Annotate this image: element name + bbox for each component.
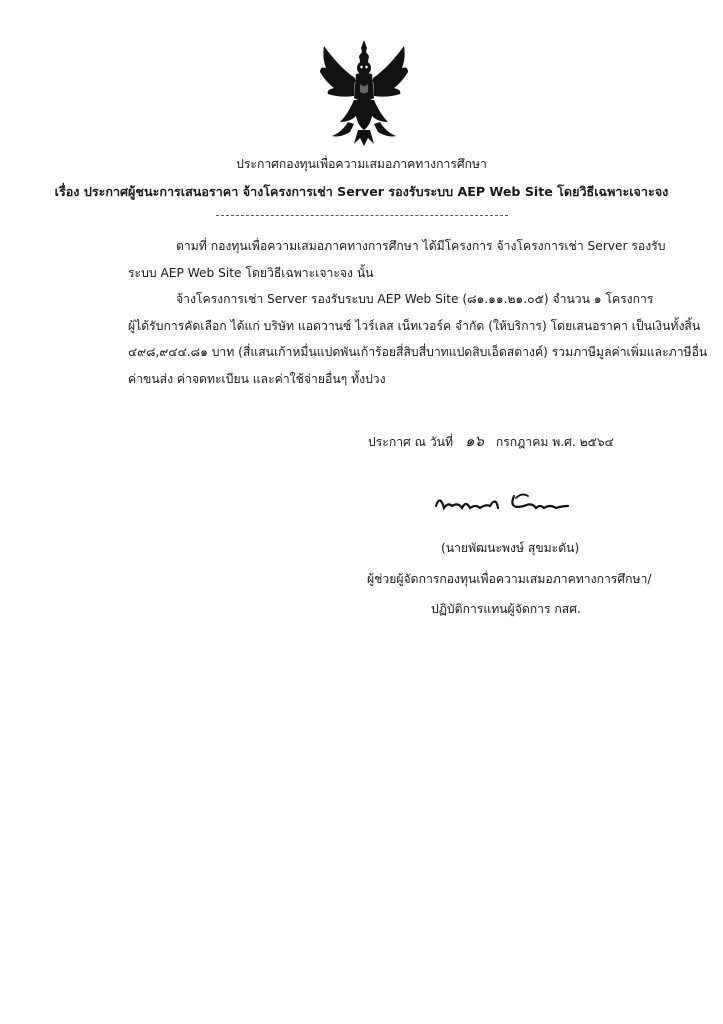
signer-position: ผู้ช่วยผู้จัดการกองทุนเพื่อความเสมอภาคทางการศึกษา/ bbox=[367, 572, 652, 586]
date-month-year: กรกฎาคม พ.ศ. ๒๕๖๔ bbox=[495, 435, 614, 449]
paragraph-2 bbox=[128, 286, 707, 392]
paragraph-2-line-1: จ้างโครงการเช่า Server รองรับระบบ AEP Web Site (๘๑.๑๑.๒๑.๐๕) จำนวน ๑ โครงการ bbox=[176, 292, 654, 306]
paragraph-1 bbox=[128, 233, 665, 286]
paragraph-1-line-2: ระบบ AEP Web Site โดยวิธีเฉพาะเจาะจง นั้น bbox=[128, 265, 374, 280]
date-day: ๑๖ bbox=[464, 432, 484, 450]
paragraph-2-line-3: ๔๙๘,๙๔๔.๘๑ บาท (สี่แสนเก้าหมื่นแปดพันเก้าร้อยสี่สิบสี่บาทแปดสิบเอ็ดสตางค์) รวมภาษีมูลค่าเพิ่มและภาษีอื่น bbox=[128, 345, 708, 359]
paragraph-1-line-1: ตามที่ กองทุนเพื่อความเสมอภาคทางการศึกษา ได้มีโครงการ จ้างโครงการเช่า Server รองรับ bbox=[176, 239, 666, 253]
signer-acting-role: ปฏิบัติการแทนผู้จัดการ กสศ. bbox=[431, 602, 581, 616]
date-prefix: ประกาศ ณ วันที่ bbox=[368, 435, 454, 449]
signer-name: (นายพัฒนะพงษ์ สุขมะดัน) bbox=[441, 541, 580, 555]
announcement-date bbox=[368, 433, 614, 450]
paragraph-2-line-2: ผู้ได้รับการคัดเลือก ได้แก่ บริษัท แอดวานซ์ ไวร์เลส เน็ทเวอร์ค จำกัด (ให้บริการ) โดยเสนอราคา เป็นเงินทั้งสิ้น bbox=[128, 318, 701, 333]
announcement-subject: เรื่อง ประกาศผู้ชนะการเสนอราคา จ้างโครงการเช่า Server รองรับระบบ AEP Web Site โดยวิธีเฉพาะเจาะจง bbox=[54, 184, 669, 199]
handwritten-signature bbox=[432, 484, 592, 524]
agency-title: ประกาศกองทุนเพื่อความเสมอภาคทางการศึกษา bbox=[236, 157, 487, 171]
paragraph-2-line-4: ค่าขนส่ง ค่าจดทะเบียน และค่าใช้จ่ายอื่นๆ ทั้งปวง bbox=[128, 371, 386, 386]
garuda-emblem-icon bbox=[318, 38, 410, 148]
header-divider bbox=[216, 215, 508, 216]
